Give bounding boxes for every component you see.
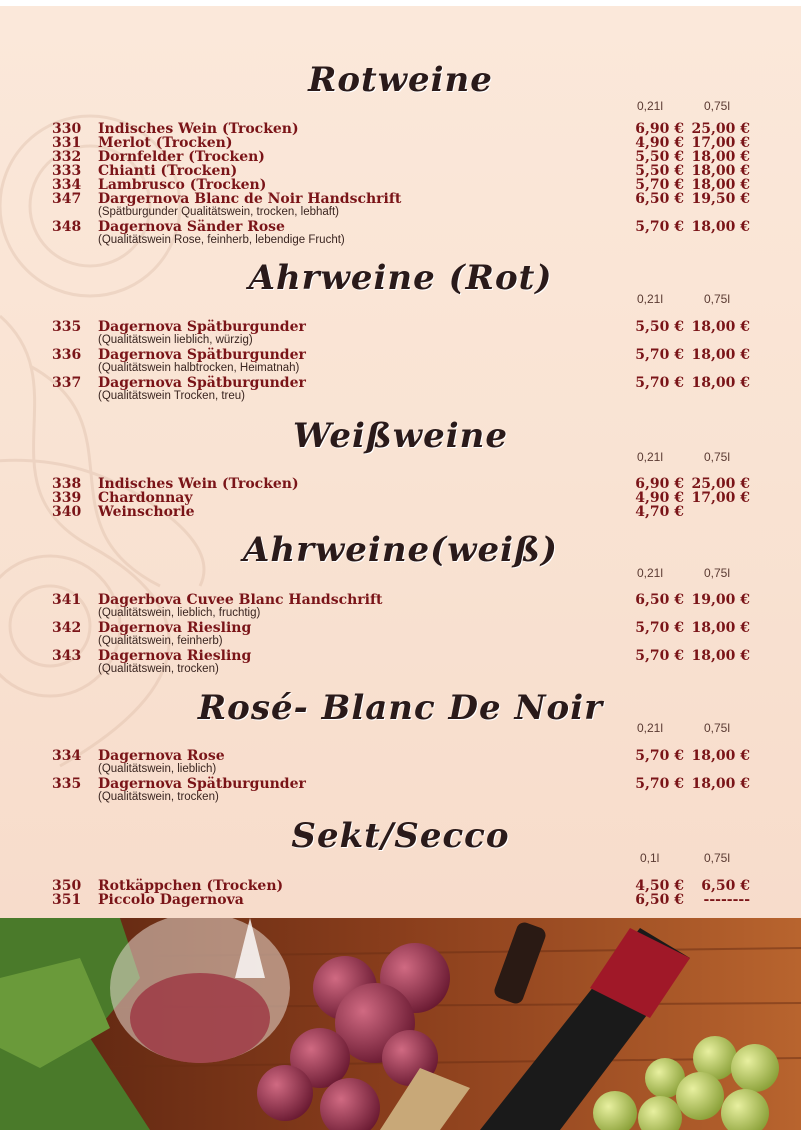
price-small: 5,70 € <box>635 375 684 391</box>
menu-item <box>0 749 801 763</box>
menu-item <box>0 220 801 234</box>
item-description: (Qualitätswein halbtrocken, Heimatnah) <box>98 362 300 374</box>
price-large: 18,00 € <box>691 620 750 636</box>
price-small: 5,50 € <box>635 163 684 179</box>
item-number: 335 <box>52 776 82 792</box>
size-large-label: 0,75l <box>704 566 731 580</box>
item-name: Weinschorle <box>98 504 195 520</box>
item-description: (Qualitätswein, lieblich) <box>98 763 217 775</box>
item-number: 332 <box>52 149 82 165</box>
section-title-ahrweine-weiss: Ahrweine(weiß) <box>242 530 558 570</box>
item-number: 335 <box>52 319 82 335</box>
price-large: 18,00 € <box>691 776 750 792</box>
menu-item <box>0 348 801 362</box>
item-name: Lambrusco (Trocken) <box>98 177 267 193</box>
menu-item <box>0 505 801 519</box>
item-name: Dornfelder (Trocken) <box>98 149 265 165</box>
item-number: 348 <box>52 219 82 235</box>
item-number: 339 <box>52 490 82 506</box>
section-title-rose-blanc-de-noir: Rosé- Blanc De Noir <box>197 688 604 728</box>
price-small: 6,50 € <box>635 592 684 608</box>
item-name: Dagernova Spätburgunder <box>98 319 306 335</box>
size-small-label: 0,21l <box>637 566 664 580</box>
item-name: Indisches Wein (Trocken) <box>98 476 299 492</box>
item-name: Dagernova Spätburgunder <box>98 375 306 391</box>
menu-item <box>0 192 801 206</box>
price-small: 4,50 € <box>635 878 684 894</box>
item-name: Dagernova Riesling <box>98 648 252 664</box>
price-large: 18,00 € <box>691 163 750 179</box>
item-number: 337 <box>52 375 82 391</box>
menu-page <box>0 6 801 918</box>
menu-item <box>0 893 801 907</box>
menu-item <box>0 477 801 491</box>
price-small: 5,70 € <box>635 776 684 792</box>
size-small-label: 0,1l <box>640 851 660 865</box>
menu-item <box>0 150 801 164</box>
item-number: 343 <box>52 648 82 664</box>
menu-item <box>0 491 801 505</box>
section-title-weissweine: Weißweine <box>293 416 508 456</box>
size-small-label: 0,21l <box>637 450 664 464</box>
item-name: Dagernova Sänder Rose <box>98 219 285 235</box>
item-name: Dagernova Spätburgunder <box>98 347 306 363</box>
price-large: 18,00 € <box>691 319 750 335</box>
item-number: 351 <box>52 892 82 908</box>
wine-photo <box>0 918 801 1130</box>
price-small: 6,90 € <box>635 121 684 137</box>
price-large: 18,00 € <box>691 177 750 193</box>
item-number: 347 <box>52 191 82 207</box>
size-small-label: 0,21l <box>637 292 664 306</box>
price-large: 25,00 € <box>691 121 750 137</box>
price-large: 18,00 € <box>691 648 750 664</box>
size-large-label: 0,75l <box>704 721 731 735</box>
item-name: Merlot (Trocken) <box>98 135 233 151</box>
price-small: 5,50 € <box>635 319 684 335</box>
price-small: 6,50 € <box>635 191 684 207</box>
section-title-sekt-secco: Sekt/Secco <box>291 816 510 856</box>
price-small: 5,70 € <box>635 219 684 235</box>
price-large: 18,00 € <box>691 149 750 165</box>
item-name: Dagernova Spätburgunder <box>98 776 306 792</box>
size-large-label: 0,75l <box>704 292 731 306</box>
menu-item <box>0 593 801 607</box>
size-small-label: 0,21l <box>637 99 664 113</box>
price-large: 25,00 € <box>691 476 750 492</box>
item-name: Dagernova Rose <box>98 748 225 764</box>
price-large: 18,00 € <box>691 347 750 363</box>
item-name: Rotkäppchen (Trocken) <box>98 878 284 894</box>
item-number: 334 <box>52 177 82 193</box>
item-description: (Qualitätswein Trocken, treu) <box>98 390 246 402</box>
price-small: 5,70 € <box>635 177 684 193</box>
menu-item <box>0 178 801 192</box>
item-number: 338 <box>52 476 82 492</box>
price-small: 6,50 € <box>635 892 684 908</box>
price-large: 17,00 € <box>691 490 750 506</box>
menu-item <box>0 320 801 334</box>
price-small: 5,70 € <box>635 347 684 363</box>
item-name: Piccolo Dagernova <box>98 892 244 908</box>
item-number: 350 <box>52 878 82 894</box>
price-small: 4,70 € <box>635 504 684 520</box>
item-number: 333 <box>52 163 82 179</box>
menu-item <box>0 122 801 136</box>
price-large: -------- <box>703 892 750 908</box>
item-description: (Spätburgunder Qualitätswein, trocken, lebhaft) <box>98 206 339 218</box>
item-description: (Qualitätswein, trocken) <box>98 791 219 803</box>
menu-item <box>0 621 801 635</box>
menu-item <box>0 136 801 150</box>
price-small: 5,70 € <box>635 648 684 664</box>
menu-item <box>0 164 801 178</box>
price-small: 5,70 € <box>635 620 684 636</box>
item-number: 340 <box>52 504 82 520</box>
size-small-label: 0,21l <box>637 721 664 735</box>
price-large: 18,00 € <box>691 219 750 235</box>
price-large: 18,00 € <box>691 748 750 764</box>
price-large: 6,50 € <box>701 878 750 894</box>
price-small: 4,90 € <box>635 135 684 151</box>
item-description: (Qualitätswein, lieblich, fruchtig) <box>98 607 261 619</box>
item-number: 336 <box>52 347 82 363</box>
section-title-ahrweine-rot: Ahrweine (Rot) <box>248 258 553 298</box>
menu-item <box>0 777 801 791</box>
item-description: (Qualitätswein lieblich, würzig) <box>98 334 253 346</box>
item-name: Dargernova Blanc de Noir Handschrift <box>98 191 402 207</box>
size-large-label: 0,75l <box>704 851 731 865</box>
price-small: 4,90 € <box>635 490 684 506</box>
item-name: Chianti (Trocken) <box>98 163 238 179</box>
size-large-label: 0,75l <box>704 99 731 113</box>
price-large: 18,00 € <box>691 375 750 391</box>
item-number: 341 <box>52 592 82 608</box>
section-title-rotweine: Rotweine <box>308 60 493 100</box>
item-number: 331 <box>52 135 82 151</box>
item-description: (Qualitätswein Rose, feinherb, lebendige Frucht) <box>98 234 345 246</box>
price-small: 5,50 € <box>635 149 684 165</box>
item-number: 342 <box>52 620 82 636</box>
menu-item <box>0 649 801 663</box>
price-large: 19,50 € <box>691 191 750 207</box>
price-large: 17,00 € <box>691 135 750 151</box>
item-description: (Qualitätswein, feinherb) <box>98 635 223 647</box>
item-number: 330 <box>52 121 82 137</box>
price-small: 6,90 € <box>635 476 684 492</box>
item-description: (Qualitätswein, trocken) <box>98 663 219 675</box>
menu-item <box>0 376 801 390</box>
item-name: Chardonnay <box>98 490 193 506</box>
menu-item <box>0 879 801 893</box>
size-large-label: 0,75l <box>704 450 731 464</box>
item-name: Dagerbova Cuvee Blanc Handschrift <box>98 592 383 608</box>
item-number: 334 <box>52 748 82 764</box>
price-small: 5,70 € <box>635 748 684 764</box>
price-large: 19,00 € <box>691 592 750 608</box>
item-name: Dagernova Riesling <box>98 620 252 636</box>
item-name: Indisches Wein (Trocken) <box>98 121 299 137</box>
